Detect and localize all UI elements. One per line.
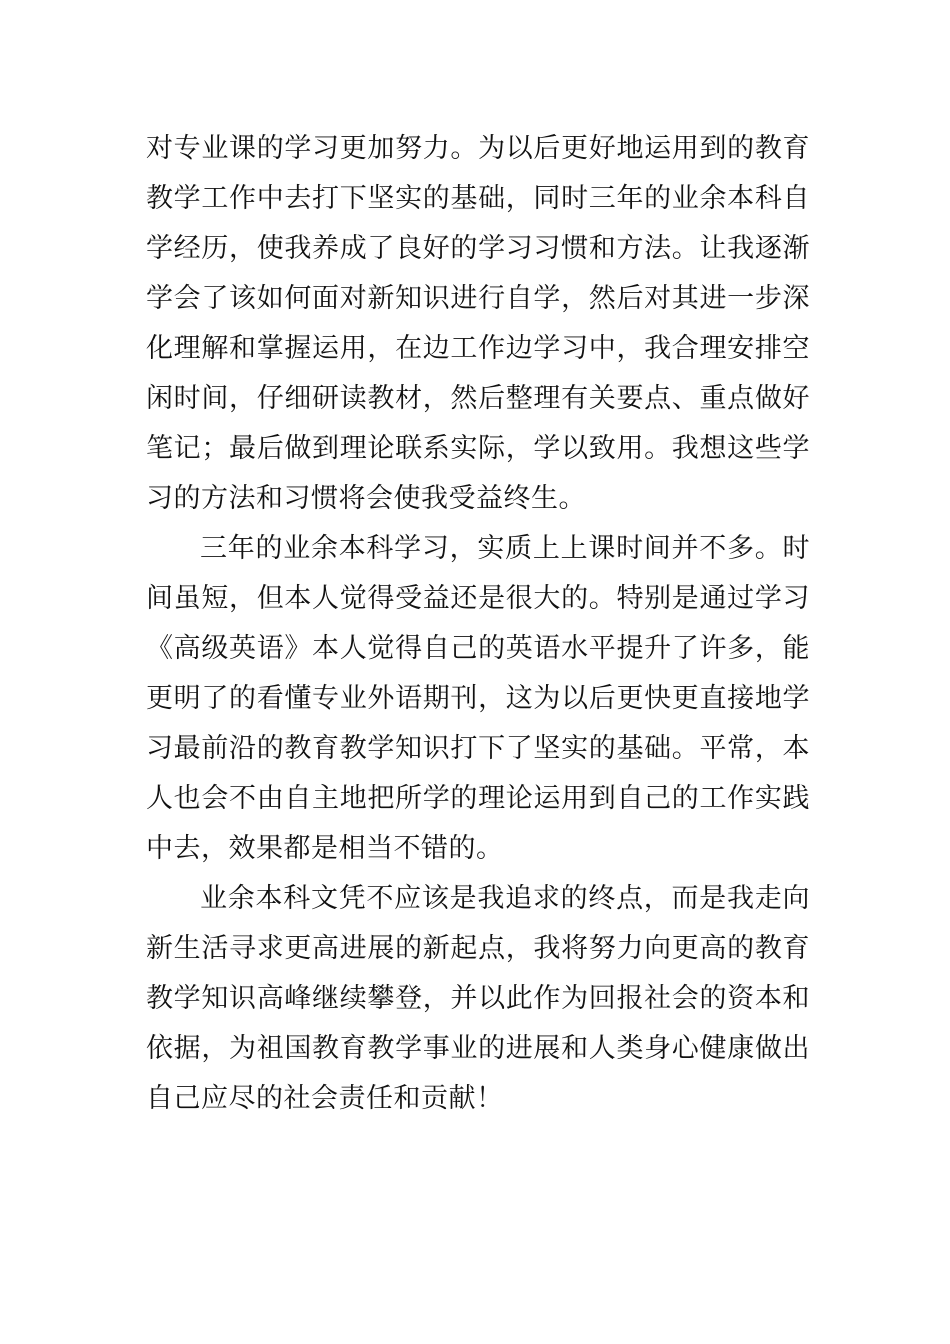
paragraph-continued: 对专业课的学习更加努力。为以后更好地运用到的教育教学工作中去打下坚实的基础，同时三年的业余本科自学经历，使我养成了良好的学习习惯和方法。让我逐渐学会了该如何面对新知识进行自学，然后对其进一步深化理解和掌握运用，在边工作边学习中，我合理安排空闲时间，仔细研读教材，然后整理有关要点、重点做好笔记；最后做到理论联系实际，学以致用。我想这些学习的方法和习惯将会使我受益终生。 [146,133,810,514]
paragraph-conclusion: 业余本科文凭不应该是我追求的终点，而是我走向新生活寻求更高进展的新起点，我将努力向更高的教育教学知识高峰继续攀登，并以此作为回报社会的资本和依据，为祖国教育教学事业的进展和人类身心健康做出自己应尽的社会责任和贡献！ [146,883,810,1114]
document-body [146,124,810,1124]
paragraph-study-time: 三年的业余本科学习，实质上上课时间并不多。时间虽短，但本人觉得受益还是很大的。特别是通过学习《高级英语》本人觉得自己的英语水平提升了许多，能更明了的看懂专业外语期刊，这为以后更快更直接地学习最前沿的教育教学知识打下了坚实的基础。平常，本人也会不由自主地把所学的理论运用到自己的工作实践中去，效果都是相当不错的。 [146,533,810,864]
